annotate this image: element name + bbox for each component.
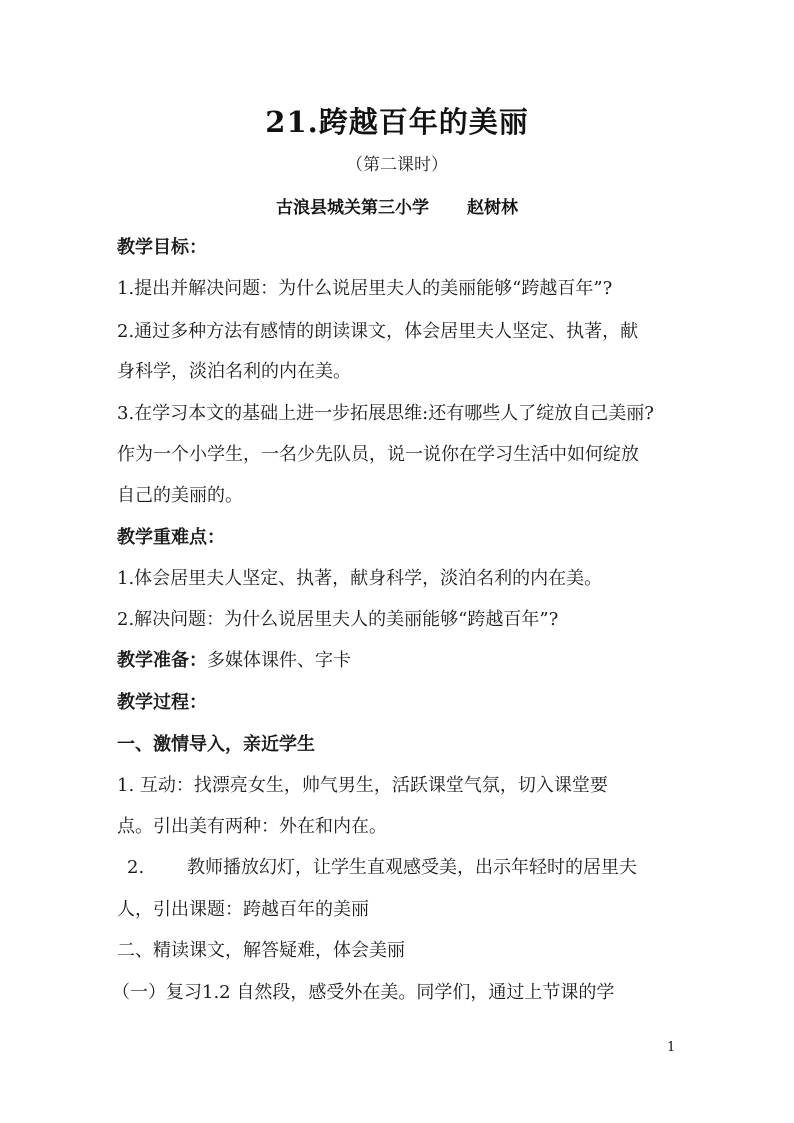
part1-line-2: 点。引出美有两种：外在和内在。 — [117, 816, 387, 837]
objective-line-4: 3.在学习本文的基础上进一步拓展思维:还有哪些人了绽放自己美丽? — [117, 403, 654, 424]
objective-line-3: 身科学，淡泊名利的内在美。 — [117, 361, 351, 382]
preparation-line — [117, 646, 351, 672]
objective-line-6: 自己的美丽的。 — [117, 485, 243, 506]
key-points-heading: 教学重难点： — [117, 527, 225, 548]
page-number: 1 — [667, 1040, 676, 1055]
author-name: 赵树林 — [467, 198, 518, 218]
part1-item2-text-1: 教师播放幻灯，让学生直观感受美，出示年轻时的居里夫 — [187, 857, 637, 878]
objective-line-1: 1.提出并解决问题：为什么说居里夫人的美丽能够“跨越百年”? — [117, 278, 613, 299]
preparation-heading: 教学准备： — [117, 650, 207, 671]
part1-item2-line-2: 人，引出课题：跨越百年的美丽 — [117, 899, 369, 920]
author-line — [0, 193, 794, 218]
objectives-heading: 教学目标： — [117, 237, 207, 258]
preparation-text: 多媒体课件、字卡 — [207, 650, 351, 671]
process-heading: 教学过程： — [117, 692, 207, 713]
document-subtitle: （第二课时） — [346, 155, 448, 175]
part2-line-1: （一）复习1.2 自然段，感受外在美。同学们，通过上节课的学 — [112, 982, 615, 1003]
part1-line-1: 1. 互动：找漂亮女生，帅气男生，活跃课堂气氛，切入课堂要 — [117, 775, 608, 796]
part1-item2-line-1 — [117, 853, 637, 879]
objective-line-2: 2.通过多种方法有感情的朗读课文，体会居里夫人坚定、执著，献 — [117, 321, 639, 342]
document-title: 21.跨越百年的美丽 — [265, 105, 529, 139]
part1-heading: 一、激情导入，亲近学生 — [117, 734, 315, 755]
objective-line-5: 作为一个小学生，一名少先队员，说一说你在学习生活中如何绽放 — [117, 444, 639, 465]
key-point-line-2: 2.解决问题：为什么说居里夫人的美丽能够“跨越百年”? — [117, 609, 559, 630]
part2-heading: 二、精读课文，解答疑难，体会美丽 — [117, 940, 405, 961]
author-school: 古浪县城关第三小学 — [276, 198, 429, 218]
key-point-line-1: 1.体会居里夫人坚定、执著，献身科学，淡泊名利的内在美。 — [117, 568, 603, 589]
part1-item2-number: 2. — [127, 857, 145, 878]
